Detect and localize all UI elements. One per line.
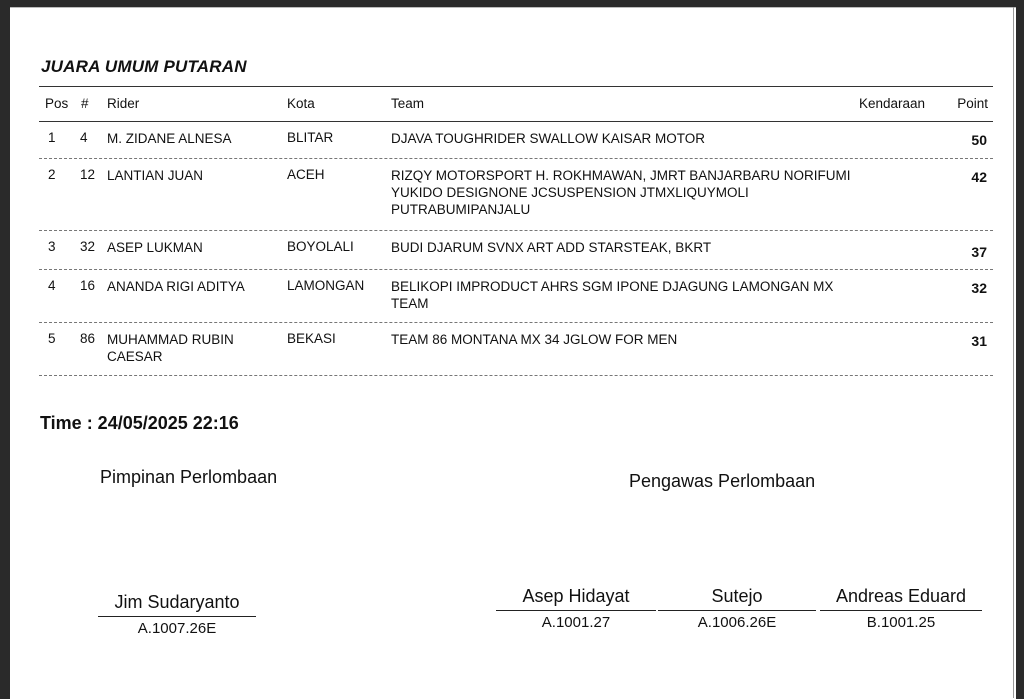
table-row [39,270,993,323]
signature-asep-hidayat [496,586,656,631]
signature-id: A.1001.27 [541,614,611,631]
row-pos: 2 [48,167,56,182]
signature-name: Asep Hidayat [496,586,656,611]
header-point: Point [957,96,988,111]
row-team: DJAVA TOUGHRIDER SWALLOW KAISAR MOTOR [391,131,706,146]
row-team: TEAM 86 MONTANA MX 34 JGLOW FOR MEN [391,332,678,347]
row-point: 37 [971,244,987,260]
table-header [39,86,993,122]
time-stamp: Time : 24/05/2025 22:16 [40,413,239,433]
header-number: # [81,96,89,111]
header-kendaraan: Kendaraan [859,96,926,111]
signature-jim-sudaryanto [98,592,256,637]
signature-sutejo [658,586,816,631]
row-point: 42 [971,169,987,185]
row-rider: MUHAMMAD RUBIN CAESAR [107,332,234,364]
row-kota: ACEH [287,167,325,182]
row-rider: LANTIAN JUAN [107,168,204,183]
row-kota: BEKASI [287,331,336,346]
header-kota: Kota [287,96,315,111]
pengawas-label: Pengawas Perlombaan [629,471,816,491]
signature-name: Sutejo [658,586,816,611]
signature-andreas-eduard [820,586,982,631]
table-row [39,323,993,376]
row-kota: LAMONGAN [287,278,365,293]
table-row [39,231,993,270]
row-kota: BLITAR [287,130,334,145]
row-pos: 3 [48,239,56,254]
row-team: RIZQY MOTORSPORT H. ROKHMAWAN, JMRT BANJARBARU NORIFUMI YUKIDO DESIGNONE JCSUSPENSION JTMXLIQUYMOLI PUTRABUMIPANJALU [391,168,851,217]
results-table [39,86,993,376]
row-pos: 5 [48,331,56,346]
signature-id: B.1001.25 [866,614,936,631]
row-pos: 1 [48,130,56,145]
row-team: BELIKOPI IMPRODUCT AHRS SGM IPONE DJAGUNG LAMONGAN MX TEAM [391,279,834,311]
row-number: 4 [80,130,88,145]
row-team: BUDI DJARUM SVNX ART ADD STARSTEAK, BKRT [391,240,712,255]
row-kota: BOYOLALI [287,239,354,254]
header-pos: Pos [45,96,69,111]
pimpinan-label: Pimpinan Perlombaan [100,467,278,487]
table-row [39,159,993,231]
signature-name: Andreas Eduard [820,586,982,611]
row-rider: ANANDA RIGI ADITYA [107,279,245,294]
row-number: 16 [80,278,96,293]
row-point: 32 [971,280,987,296]
row-point: 50 [971,132,987,148]
row-point: 31 [971,333,987,349]
signature-id: A.1007.26E [137,620,217,637]
document-title: JUARA UMUM PUTARAN [41,57,247,76]
header-rider: Rider [107,96,140,111]
header-team: Team [391,96,425,111]
table-row [39,122,993,159]
row-number: 32 [80,239,96,254]
row-number: 86 [80,331,96,346]
row-pos: 4 [48,278,56,293]
row-number: 12 [80,167,96,182]
signature-id: A.1006.26E [697,614,777,631]
row-rider: M. ZIDANE ALNESA [107,131,232,146]
row-rider: ASEP LUKMAN [107,240,203,255]
signature-name: Jim Sudaryanto [98,592,256,617]
page-edge-divider [1013,7,1014,698]
